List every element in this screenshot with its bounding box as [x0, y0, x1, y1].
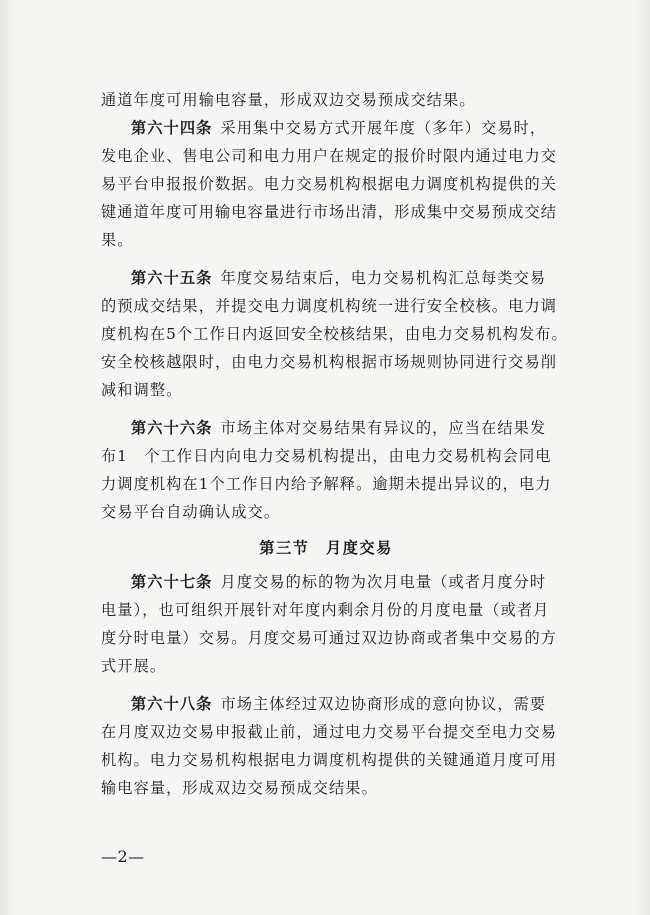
text-line: 电量），也可组织开展针对年度内剩余月份的月度电量（或者月: [101, 601, 550, 619]
text-line: 月度交易的标的物为次月电量（或者月度分时: [220, 573, 547, 591]
text-line: 的预成交结果，并提交电力调度机构统一进行安全校核。电力调: [101, 297, 558, 315]
article-67: [101, 568, 558, 680]
text-line: 采用集中交易方式开展年度（多年）交易时，: [220, 119, 547, 137]
text-line: 机构。电力交易机构根据电力调度机构提供的关键通道月度可用: [101, 751, 558, 769]
text-line: 式开展。: [101, 657, 167, 675]
text-line: 果。: [101, 231, 134, 249]
article-65: [101, 264, 568, 404]
text-line: 度机构在5个工作日内返回安全校核结果，由电力交易机构发布。: [101, 325, 568, 343]
text-line: 年度交易结束后，电力交易机构汇总每类交易: [220, 269, 547, 287]
article-number: 第六十八条: [131, 695, 213, 713]
page-number: —2—: [101, 847, 145, 866]
article-number: 第六十四条: [131, 119, 213, 137]
text-line: 在月度双边交易申报截止前，通过电力交易平台提交至电力交易: [101, 723, 558, 741]
article-66: [101, 414, 551, 526]
text-line: 交易平台自动确认成交。: [101, 503, 281, 521]
article-64: [101, 114, 558, 254]
document-body: [101, 86, 568, 802]
text-line: 减和调整。: [101, 381, 183, 399]
article-number: 第六十六条: [131, 419, 213, 437]
text-line: 易平台申报报价数据。电力交易机构根据电力调度机构提供的关: [101, 175, 558, 193]
text-line: 安全校核越限时，由电力交易机构根据市场规则协同进行交易削: [101, 353, 558, 371]
text-line: 发电企业、售电公司和电力用户在规定的报价时限内通过电力交: [101, 147, 558, 165]
article-68: [101, 690, 558, 802]
text-line: 键通道年度可用输电容量进行市场出清，形成集中交易预成交结: [101, 203, 558, 221]
text-line: 度分时电量）交易。月度交易可通过双边协商或者集中交易的方: [101, 629, 558, 647]
text-line: 输电容量，形成双边交易预成交结果。: [101, 779, 378, 797]
text-line: 布1 个工作日内向电力交易机构提出，由电力交易机构会同电: [101, 447, 552, 465]
section-title: 第三节 月度交易: [259, 539, 393, 557]
text-line: 通道年度可用输电容量，形成双边交易预成交结果。: [101, 91, 476, 109]
text-line: 市场主体经过双边协商形成的意向协议，需要: [220, 695, 547, 713]
text-line: 市场主体对交易结果有异议的，应当在结果发: [220, 419, 547, 437]
article-number: 第六十七条: [131, 573, 213, 591]
text-line: 力调度机构在1个工作日内给予解释。逾期未提出异议的，电力: [101, 475, 552, 493]
article-number: 第六十五条: [131, 269, 213, 287]
